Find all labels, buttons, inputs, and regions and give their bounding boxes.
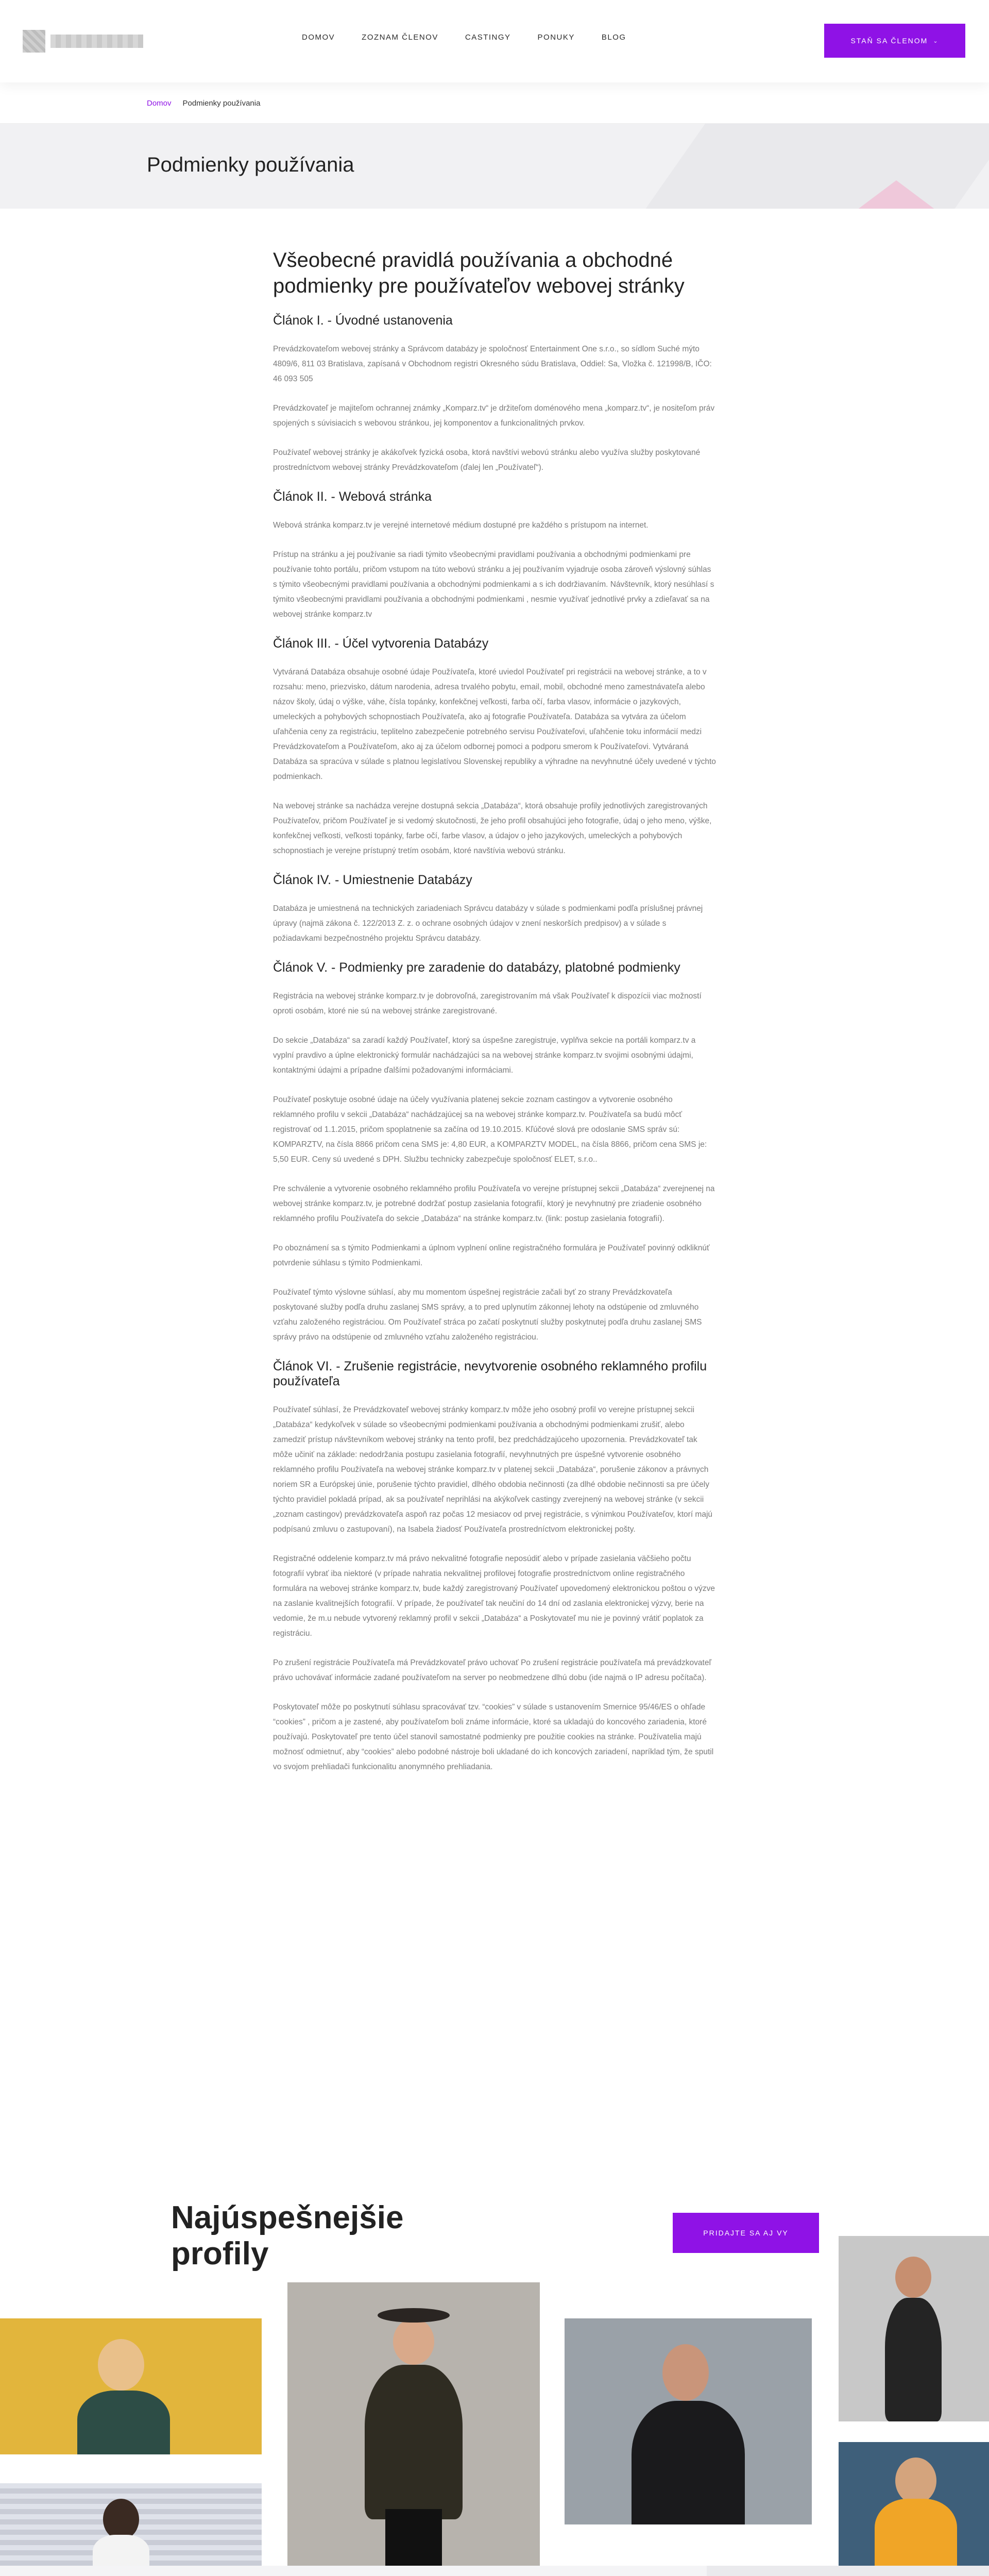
site-logo[interactable] (23, 30, 146, 53)
section-heading: Článok I. - Úvodné ustanovenia (273, 313, 453, 328)
section-paragraph: Po zrušení registrácie Používateľa má Prevádzkovateľ právo uchovať Po zrušení registrácie používateľa má prevádzkovateľ právo uchovávať informácie zadané používateľom na server po neobmedzene dlhú dobu (ide najmä o IP adresu počítača). (273, 1658, 711, 1682)
section-paragraph: Pre schválenie a vytvorenie osobného reklamného profilu Používateľa vo verejne prístupnej sekcii „Databáza“ zverejnenej na webovej stránke komparz.tv, je potrebné dodržať postup zasielania fotografií, ktorý je nevyhnutný pre zriadenie osobného reklamného profilu Používateľa do sekcie „Databáza“ na stránke komparz.tv. (link: postup zasielania fotografií). (273, 1184, 715, 1223)
section-paragraph: Po oboznámení sa s týmito Podmienkami a úplnom vyplnení online registračného formulára je Používateľ povinný odkliknúť potvrdenie súhlasu s týmito Podmienkami. (273, 1244, 710, 1267)
breadcrumb (147, 99, 260, 108)
logo-mark-icon (23, 30, 45, 53)
logo-wordmark (50, 35, 143, 48)
section-paragraph: Registračné oddelenie komparz.tv má právo nekvalitné fotografie neposúdiť alebo v prípade zasielania väčšieho počtu fotografií vybrať iba niektoré (v prípade nahratia nekvalitnej profilovej fotografie prostredníctvom online registračného formulára na webovej stránke komparz.tv, bude každý zaregistrovaný Používateľ upovedomený elektronickou poštou o výzve na zaslanie kvalitnejších fotografií. V prípade, že používateľ tak neučiní do 14 dní od zaslania elektronickej výzvy, berie na vedomie, že m.u nebude vytvorený reklamný profil v sekcii „Databáza“ a Poskytovateľ mu nie je povinný vrátiť poplatok za registráciu. (273, 1554, 715, 1638)
terms-main-title: Všeobecné pravidlá používania a obchodné podmienky pre používateľov webovej stránky (273, 249, 685, 297)
terms-content (273, 247, 716, 1789)
join-us-button[interactable]: PRIDAJTE SA AJ VY (673, 2213, 819, 2253)
section-paragraph: Používateľ týmto výslovne súhlasí, aby mu momentom úspešnej registrácie začali byť zo strany Prevádzkovateľa poskytované služby podľa druhu zaslanej SMS správy, a to pred uplynutím zákonnej lehoty na odstúpenie od zmluvného vzťahu založeného registráciou. Om Používateľ stráca po začatí poskytnutí služby poskytnutej podľa druhu zaslanej SMS správy právo na odstúpenie od zmluvného vzťahu založeného registráciou. (273, 1288, 702, 1342)
profile-photo[interactable] (0, 2483, 262, 2566)
section-heading: Článok VI. - Zrušenie registrácie, nevytvorenie osobného reklamného profilu používateľa (273, 1359, 707, 1388)
breadcrumb-bar (0, 82, 989, 124)
profile-photo[interactable] (565, 2318, 812, 2524)
section-heading: Článok V. - Podmienky pre zaradenie do databázy, platobné podmienky (273, 960, 680, 975)
section-paragraph: Prevádzkovateľ je majiteľom ochrannej známky „Komparz.tv“ je držiteľom doménového mena „komparz.tv“, je nositeľom práv spojených s súvisiacich s webovou stránkou, jej komponentov a funkcionalitných prvkov. (273, 404, 715, 428)
breadcrumb-current: Podmienky používania (182, 99, 261, 108)
profile-photo[interactable] (287, 2282, 540, 2566)
nav-item-castingy[interactable]: CASTINGY (465, 33, 511, 42)
section-paragraph: Na webovej stránke sa nachádza verejne dostupná sekcia „Databáza“, ktorá obsahuje profily jednotlivých zaregistrovaných Používateľov, pričom Používateľ je si vedomý skutočnosti, že jeho profil obsahujúci jeho fotografie, údaj o jeho meno, výške, konfekčnej veľkosti, veľkosti topánky, farbe očí, farbe vlasov, a údajov o jeho jazykových, umeleckých a pohybových schopnostiach je verejne prístupný tretím osobám, ktoré navštívia webovú stránku. (273, 802, 712, 855)
section-paragraph: Prevádzkovateľom webovej stránky a Správcom databázy je spoločnosť Entertainment One s.r.o., so sídlom Suché mýto 4809/6, 811 03 Bratislava, zapísaná v Obchodnom registri Okresného súdu Bratislava, Oddiel: Sa, Vložka č. 121998/B, IČO: 46 093 505 (273, 345, 712, 383)
page-title-band (0, 124, 989, 209)
become-member-label: STAŇ SA ČLENOM (850, 37, 928, 45)
terms-section-6 (273, 1359, 716, 1774)
section-paragraph: Do sekcie „Databáza“ sa zaradí každý Používateľ, ktorý sa úspešne zaregistruje, vyplňva sekcie na portáli komparz.tv a vyplní pravdivo a úplne elektronický formulár nachádzajúci sa na webovej stránke komparz.tv svojimi osobnými údajmi, kontaktnými údajmi a prípadne ďalšími požadovanými informáciami. (273, 1036, 696, 1075)
terms-section-3 (273, 636, 716, 858)
section-paragraph: Používateľ webovej stránky je akákoľvek fyzická osoba, ktorá navštívi webovú stránku alebo využíva služby poskytované prostredníctvom webovej stránky Prevádzkovateľom (ďalej len „Používateľ“). (273, 448, 701, 472)
breadcrumb-home-link[interactable]: Domov (147, 99, 172, 108)
decorative-triangle (834, 180, 958, 209)
section-paragraph: Poskytovateľ môže po poskytnutí súhlasu spracovávať tzv. “cookies” v súlade s ustanovením Smernice 95/46/ES o ohľade “cookies” , pričom a je zastené, aby používateľom boli známe informácie, ktoré sa ukladajú do koncového zariadenia, ktoré používajú. Poskytovateľ pre tento účel stanovil samostatné podmienky pre použitie cookies na stránke. Používatelia majú možnosť odmietnuť, aby “cookies” alebo podobné nástroje boli ukladané do ich koncových zariadení, napríklad tým, že sputil vo svojom prehliadači funkcionalitu anonymného prehliadania. (273, 1703, 714, 1771)
become-member-button[interactable] (824, 24, 965, 58)
main-nav (302, 33, 653, 42)
terms-section-5 (273, 960, 716, 1345)
top-profiles-section (0, 2179, 989, 2561)
site-header (0, 0, 989, 82)
profile-photo[interactable] (839, 2442, 989, 2566)
section-paragraph: Používateľ poskytuje osobné údaje na účely využívania platenej sekcie zoznam castingov a vytvorenie osobného reklamného profilu v sekcii „Databáza“ nachádzajúcej sa na webovej stránke komparz.tv. Používateľa sa budú môcť registrovať od 1.1.2015, pričom spoplatnenie sa začína od 19.10.2015. Kľúčové slová pre odoslanie SMS správ sú: KOMPARZTV, na čísla 8866 pričom cena SMS je: 4,80 EUR, a KOMPARZTV MODEL, na čísla 8866, pričom cena SMS je: 5,50 EUR. Ceny sú uvedené s DPH. Službu technicky zabezpečuje spoločnosť ELET, s.r.o.. (273, 1095, 707, 1164)
section-heading: Článok II. - Webová stránka (273, 489, 432, 504)
terms-section-4 (273, 873, 716, 946)
nav-item-ponuky[interactable]: PONUKY (537, 33, 575, 42)
page-title: Podmienky používania (147, 154, 354, 176)
profile-photo[interactable] (839, 2236, 989, 2421)
section-heading: Článok IV. - Umiestnenie Databázy (273, 873, 472, 887)
nav-item-blog[interactable]: BLOG (601, 33, 626, 42)
profiles-title: Najúspešnejšie profily (171, 2200, 404, 2272)
chevron-down-icon: ⌄ (933, 38, 939, 44)
nav-item-zoznam-clenov[interactable]: ZOZNAM ČLENOV (362, 33, 438, 42)
terms-section-1 (273, 313, 716, 475)
site-footer (0, 2566, 989, 2576)
section-paragraph: Používateľ súhlasí, že Prevádzkovateľ webovej stránky komparz.tv môže jeho osobný profil vo verejne prístupnej sekcii „Databáza“ kedykoľvek v súlade so všeobecnými podmienkami používania a obchodnými podmienkami zrušiť, alebo zamedziť prístup návštevníkom webovej stránky na tento profil, bez predchádzajúceho upozornenia. Prevádzkovateľ tak môže učiniť na základe: nedodržania postupu zasielania fotografií, nevyhnutných pre úspešné vytvorenie osobného reklamného profilu Používateľa na webovej stránke komparz.tv v platenej sekcii „Databáza“, porušenie zákonov a právnych noriem SR a Európskej únie, porušenie týchto pravidiel, dlhého obdobia nečinnosti (za dlhé obdobie nečinnosti sa pre účely týchto pravidiel pokladá prípad, ak sa používateľ neprihlási na akýkoľvek castingy zverejnený na webovej stránke (v sekcii „zoznam castingov) prevádzkovateľa aspoň raz počas 12 mesiacov od prvej registrácie, s výnimkou Používateľov, ktorí majú podpísanú zmluvu o zastupovaní), na Isabela žiadosť Používateľa prostredníctvom elektronickej pošty. (273, 1405, 713, 1534)
section-paragraph: Vytváraná Databáza obsahuje osobné údaje Používateľa, ktoré uviedol Používateľ pri registrácii na webovej stránke, a to v rozsahu: meno, priezvisko, dátum narodenia, adresa trvalého pobytu, email, mobil, obchodné meno zamestnávateľa alebo názov školy, údaj o výške, váhe, čísla topánky, konfekčnej veľkosti, farba očí, farba vlasov, informácie o jazykových, umeleckých a pohybových schopnostiach Používateľa, ako aj fotografie Používateľa. Databáza sa vytvára za účelom uľahčenia ceny za registráciu, teplitelno zabezpečenie potrebného servisu Používateľovi, uľahčenie toku informácií medzi Prevádzkovateľom a Používateľom, ako aj za účelom odbornej pomoci a podporu smerom k Používateľovi. Vytváraná Databáza sa spracúva v súlade s platnou legislatívou Slovenskej republiky a výhradne na nevyhnutné účely uvedené v týchto podmienkach. (273, 668, 716, 781)
section-paragraph: Databáza je umiestnená na technických zariadeniach Správcu databázy v súlade s podmienkami podľa príslušnej právnej úpravy (najmä zákona č. 122/2013 Z. z. o ochrane osobných údajov v znení neskorších predpisov) a v súlade s požiadavkami bezpečnostného projektu Správcu databázy. (273, 904, 703, 943)
section-paragraph: Webová stránka komparz.tv je verejné internetové médium dostupné pre každého s prístupom na internet. (273, 521, 649, 530)
section-paragraph: Prístup na stránku a jej používanie sa riadi týmito všeobecnými pravidlami používania a obchodnými podmienkami pre používanie tohto portálu, pričom vstupom na túto webovú stránku a jej používaním vyjadruje osoba zároveň výslovný súhlas s týmito všeobecnými pravidlami používania a obchodnými podmienkami a s ich dodržiavaním. Návštevník, ktorý nesúhlasí s týmito všeobecnými pravidlami používania a obchodnými podmienkami , nesmie využívať jednotlivé prvky a zdieľavať sa na webovej stránke komparz.tv (273, 550, 714, 619)
section-paragraph: Registrácia na webovej stránke komparz.tv je dobrovoľná, zaregistrovaním má však Používateľ k dispozícii viac možností oproti osobám, ktoré nie sú na webovej stránke zaregistrované. (273, 992, 702, 1015)
nav-item-domov[interactable]: DOMOV (302, 33, 335, 42)
section-heading: Článok III. - Účel vytvorenia Databázy (273, 636, 489, 651)
decorative-shape (707, 2566, 989, 2576)
profile-photo[interactable] (0, 2318, 262, 2454)
terms-section-2 (273, 489, 716, 622)
